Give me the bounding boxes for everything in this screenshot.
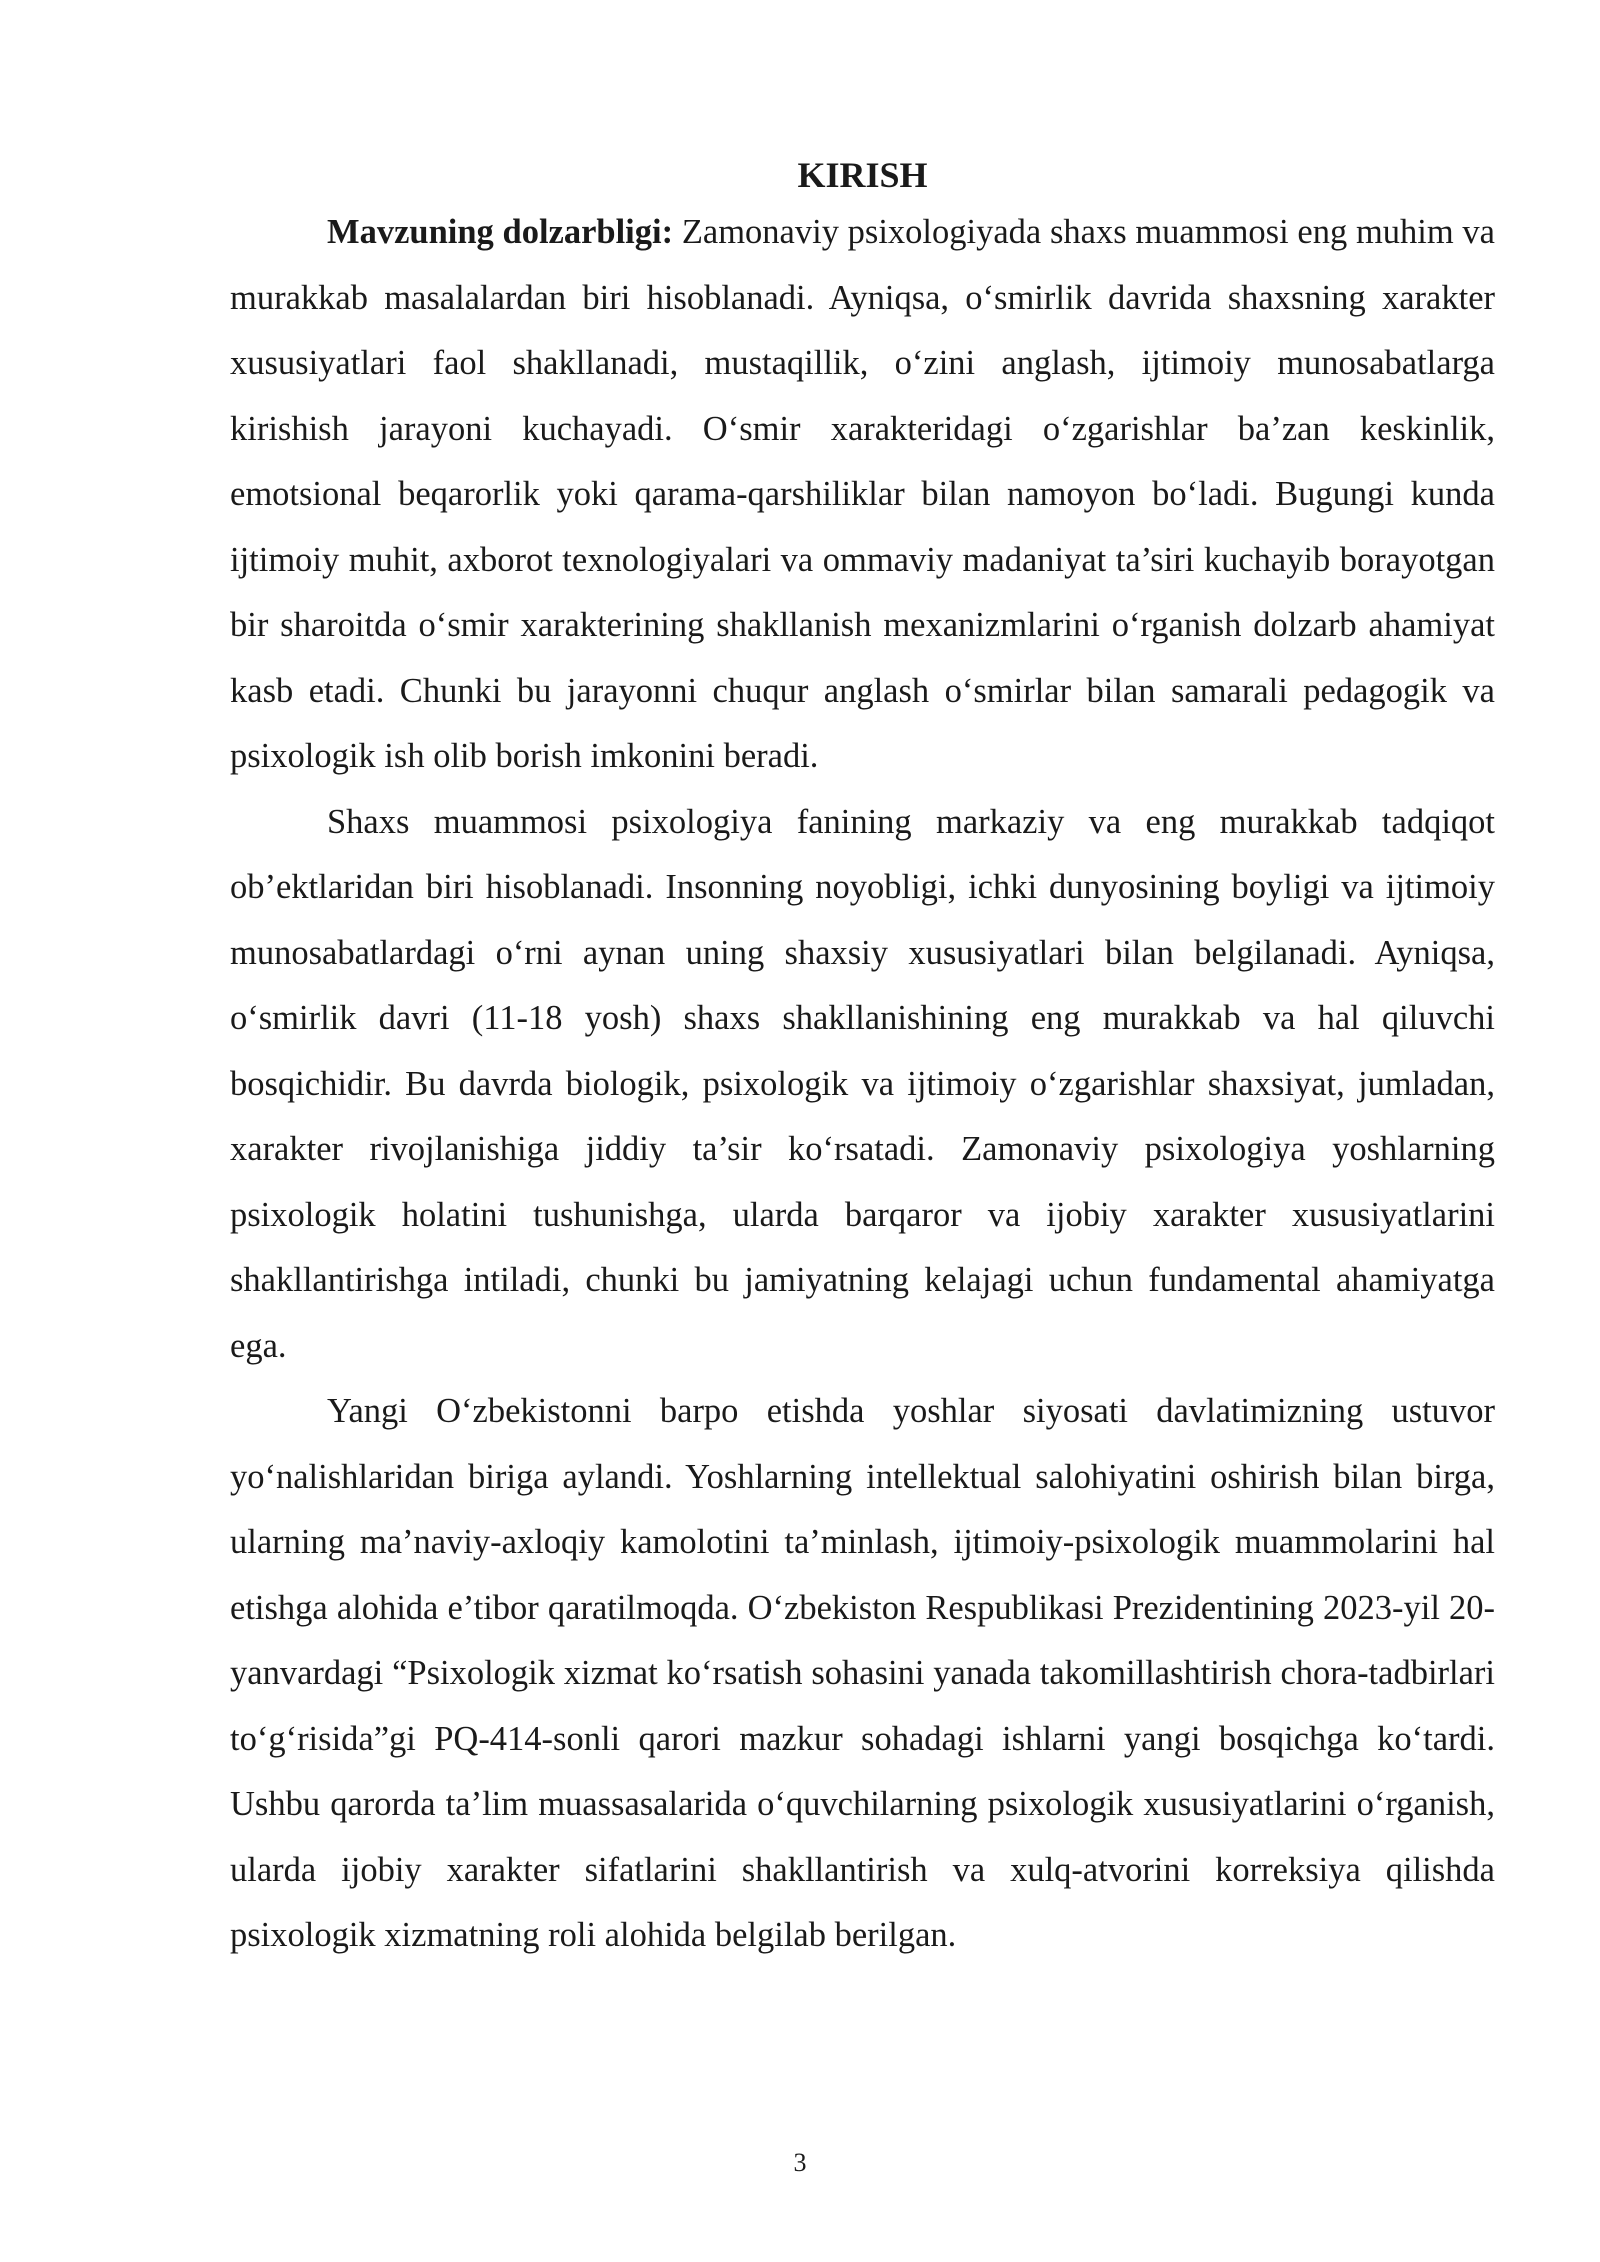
paragraph-relevance (230, 200, 1495, 790)
paragraph-personality (230, 790, 1495, 1380)
paragraph-youth-policy (230, 1379, 1495, 1969)
paragraph-text: Shaxs muammosi psixologiya fanining markaziy va eng murakkab tadqiqot ob’ektlaridan biri hisoblanadi. Insonning noyobligi, ichki dunyosining boyligi va ijtimoiy munosabatlardagi o‘rni aynan uning shaxsiy xususiyatlari bilan belgilanadi. Ayniqsa, o‘smirlik davri (11-18 yosh) shaxs shakllanishining eng murakkab va hal qiluvchi bosqichidir. Bu davrda biologik, psixologik va ijtimoiy o‘zgarishlar shaxsiyat, jumladan, xarakter rivojlanishiga jiddiy ta’sir ko‘rsatadi. Zamonaviy psixologiya yoshlarning psixologik holatini tushunishga, ularda barqaror va ijobiy xarakter xususiyatlarini shakllantirishga intiladi, chunki bu jamiyatning kelajagi uchun fundamental ahamiyatga ega. (230, 802, 1495, 1365)
paragraph-text: Zamonaviy psixologiyada shaxs muammosi eng muhim va murakkab masalalardan biri hisoblanadi. Ayniqsa, o‘smirlik davrida shaxsning xarakter xususiyatlari faol shakllanadi, mustaqillik, o‘zini anglash, ijtimoiy munosabatlarga kirishish jarayoni kuchayadi. O‘smir xarakteridagi o‘zgarishlar ba’zan keskinlik, emotsional beqarorlik yoki qarama-qarshiliklar bilan namoyon bo‘ladi. Bugungi kunda ijtimoiy muhit, axborot texnologiyalari va ommaviy madaniyat ta’siri kuchayib borayotgan bir sharoitda o‘smir xarakterining shakllanish mexanizmlarini o‘rganish dolzarb ahamiyat kasb etadi. Chunki bu jarayonni chuqur anglash o‘smirlar bilan samarali pedagogik va psixologik ish olib borish imkonini beradi. (230, 213, 1495, 775)
page-number: 3 (793, 2148, 807, 2177)
paragraph-text: Yangi O‘zbekistonni barpo etishda yoshlar siyosati davlatimizning ustuvor yo‘nalishlaridan biriga aylandi. Yoshlarning intellektual salohiyatini oshirish bilan birga, ularning ma’naviy-axloqiy kamolotini ta’minlash, ijtimoiy-psixologik muammolarini hal etishga alohida e’tibor qaratilmoqda. O‘zbekiston Respublikasi Prezidentining 2023-yil 20-yanvardagi “Psixologik xizmat ko‘rsatish sohasini yanada takomillashtirish chora-tadbirlari to‘g‘risida”gi PQ-414-sonli qarori mazkur sohadagi ishlarni yangi bosqichga ko‘tardi. Ushbu qarorda ta’lim muassasalarida o‘quvchilarning psixologik xususiyatlarini o‘rganish, ularda ijobiy xarakter sifatlarini shakllantirish va xulq-atvorini korreksiya qilishda psixologik xizmatning roli alohida belgilab berilgan. (230, 1392, 1495, 1954)
section-heading: KIRISH (797, 155, 928, 195)
paragraph-lead: Mavzuning dolzarbligi: (327, 213, 674, 251)
page-content (230, 150, 1495, 1969)
